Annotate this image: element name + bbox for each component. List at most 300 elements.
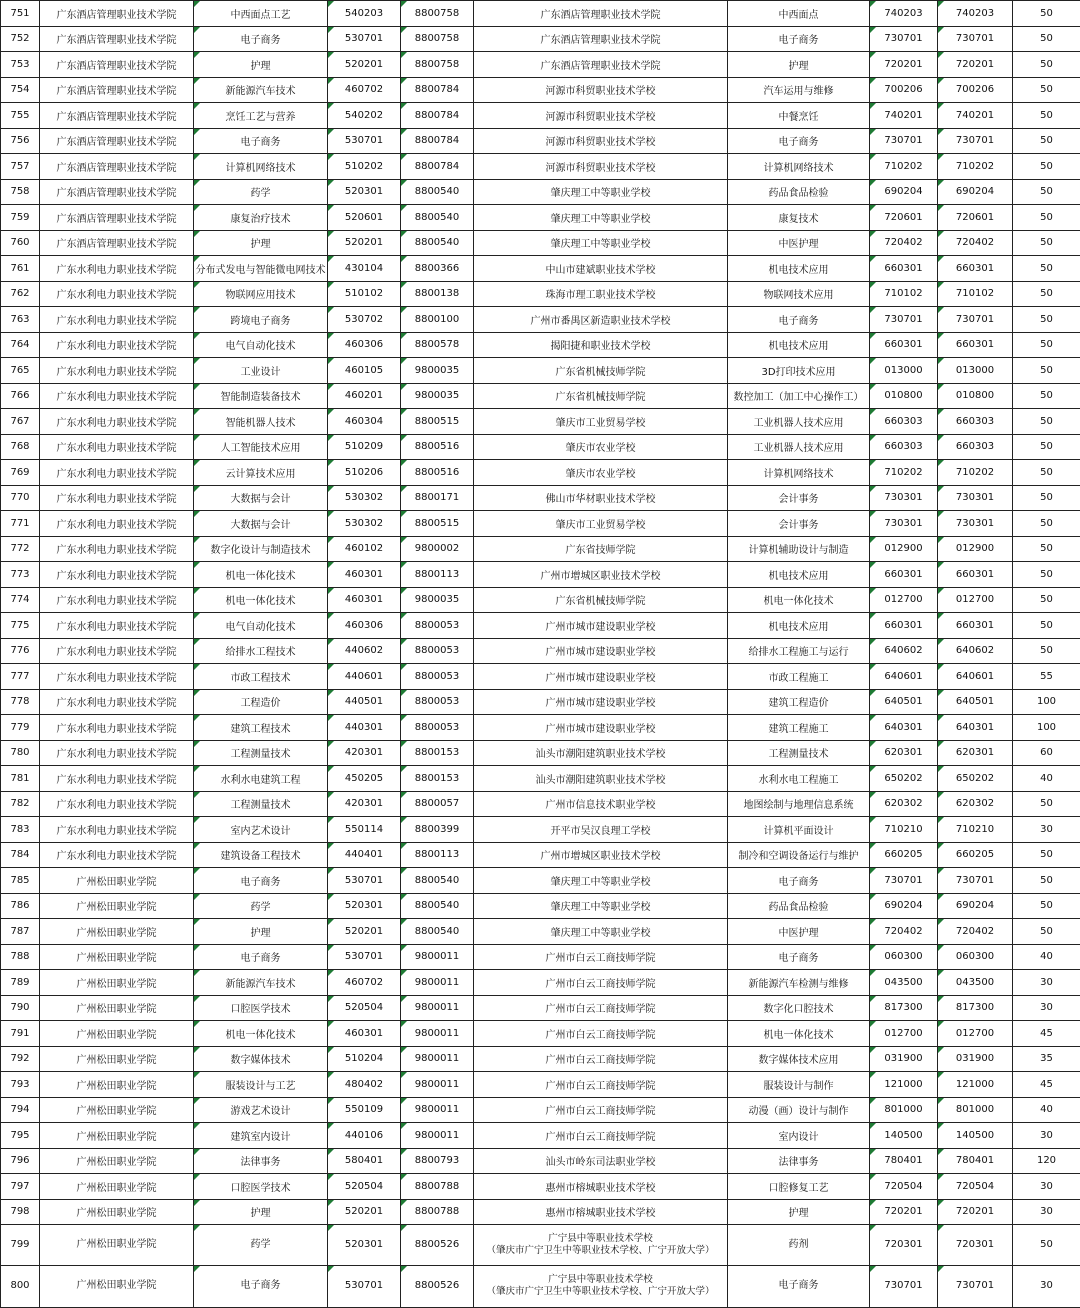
- cell-higher-major: 烹饪工艺与营养: [194, 103, 328, 129]
- cell-row-number: 761: [1, 256, 40, 282]
- cell-school-code: 8800526: [401, 1225, 474, 1266]
- cell-plan-count: 50: [1013, 562, 1080, 588]
- cell-row-number: 769: [1, 460, 40, 486]
- cell-higher-major: 数字媒体技术: [194, 1046, 328, 1072]
- table-row: [1, 715, 1080, 741]
- cell-row-number: 791: [1, 1021, 40, 1047]
- cell-higher-college: 广东酒店管理职业技术学院: [40, 26, 194, 52]
- cell-higher-college: 广州松田职业学院: [40, 1021, 194, 1047]
- cell-secondary-school: 中山市建斌职业技术学校: [474, 256, 728, 282]
- cell-row-number: 762: [1, 281, 40, 307]
- cell-school-code: 8800153: [401, 766, 474, 792]
- cell-row-number: 763: [1, 307, 40, 333]
- cell-plan-count: 45: [1013, 1072, 1080, 1098]
- cell-secondary-major: 机电技术应用: [728, 256, 870, 282]
- cell-secondary-school: 汕头市岭东司法职业学校: [474, 1148, 728, 1174]
- cell-row-number: 793: [1, 1072, 40, 1098]
- cell-school-code: 8800516: [401, 434, 474, 460]
- cell-secondary-school: 广州市白云工商技师学院: [474, 944, 728, 970]
- cell-plan-count: 50: [1013, 281, 1080, 307]
- cell-higher-major-code: 510204: [328, 1046, 401, 1072]
- cell-row-number: 766: [1, 383, 40, 409]
- cell-row-number: 760: [1, 230, 40, 256]
- cell-secondary-major: 计算机网络技术: [728, 154, 870, 180]
- cell-secondary-school: 肇庆市工业贸易学校: [474, 511, 728, 537]
- table-row: [1, 1, 1080, 27]
- cell-school-code: 9800035: [401, 358, 474, 384]
- cell-school-code: 8800057: [401, 791, 474, 817]
- cell-row-number: 786: [1, 893, 40, 919]
- cell-secondary-major-code-a: 720301: [870, 1225, 938, 1266]
- cell-secondary-major-code-a: 730701: [870, 307, 938, 333]
- cell-secondary-school: 广州市白云工商技师学院: [474, 970, 728, 996]
- cell-secondary-major: 工程测量技术: [728, 740, 870, 766]
- cell-secondary-major-code-b: 730701: [938, 26, 1013, 52]
- table-row: [1, 562, 1080, 588]
- table-row: [1, 919, 1080, 945]
- cell-higher-major: 智能制造装备技术: [194, 383, 328, 409]
- cell-secondary-school: 广州市白云工商技师学院: [474, 1097, 728, 1123]
- cell-school-code: 8800540: [401, 893, 474, 919]
- cell-school-code: 8800053: [401, 664, 474, 690]
- cell-secondary-major-code-a: 780401: [870, 1148, 938, 1174]
- table-row: [1, 1021, 1080, 1047]
- cell-secondary-major: 数字化口腔技术: [728, 995, 870, 1021]
- cell-higher-college: 广东水利电力职业技术学院: [40, 664, 194, 690]
- cell-plan-count: 50: [1013, 434, 1080, 460]
- cell-secondary-major: 工业机器人技术应用: [728, 434, 870, 460]
- secondary-school-note: （肇庆市广宁卫生中等职业技术学校、广宁开放大学）: [474, 1286, 727, 1298]
- table-row: [1, 868, 1080, 894]
- cell-higher-college: 广东酒店管理职业技术学院: [40, 154, 194, 180]
- table-row: [1, 791, 1080, 817]
- cell-higher-college: 广东水利电力职业技术学院: [40, 281, 194, 307]
- cell-secondary-major-code-a: 012700: [870, 1021, 938, 1047]
- cell-plan-count: 50: [1013, 205, 1080, 231]
- cell-secondary-school: [474, 1265, 728, 1307]
- cell-plan-count: 50: [1013, 179, 1080, 205]
- cell-secondary-major: 数控加工（加工中心操作工）: [728, 383, 870, 409]
- cell-higher-major: 分布式发电与智能微电网技术: [194, 256, 328, 282]
- cell-higher-major: 药学: [194, 893, 328, 919]
- cell-secondary-school: 广东酒店管理职业技术学院: [474, 52, 728, 78]
- cell-higher-major: 大数据与会计: [194, 511, 328, 537]
- cell-secondary-major-code-a: 720504: [870, 1174, 938, 1200]
- cell-higher-major-code: 460304: [328, 409, 401, 435]
- cell-higher-major-code: 440602: [328, 638, 401, 664]
- cell-secondary-major-code-a: 640602: [870, 638, 938, 664]
- table-body: [1, 1, 1080, 1308]
- cell-higher-major-code: 440601: [328, 664, 401, 690]
- cell-plan-count: 50: [1013, 230, 1080, 256]
- cell-higher-college: 广东酒店管理职业技术学院: [40, 230, 194, 256]
- cell-plan-count: 30: [1013, 970, 1080, 996]
- cell-higher-college: 广东水利电力职业技术学院: [40, 511, 194, 537]
- cell-plan-count: 100: [1013, 689, 1080, 715]
- cell-school-code: 9800035: [401, 383, 474, 409]
- cell-higher-major: 室内艺术设计: [194, 817, 328, 843]
- cell-secondary-school: 广东酒店管理职业技术学院: [474, 1, 728, 27]
- cell-row-number: 794: [1, 1097, 40, 1123]
- cell-school-code: 9800011: [401, 1021, 474, 1047]
- cell-row-number: 799: [1, 1225, 40, 1266]
- cell-secondary-major-code-a: 640301: [870, 715, 938, 741]
- table-row: [1, 817, 1080, 843]
- cell-higher-major: 电子商务: [194, 1265, 328, 1307]
- cell-higher-major-code: 530302: [328, 485, 401, 511]
- cell-plan-count: 50: [1013, 307, 1080, 333]
- cell-higher-major-code: 510102: [328, 281, 401, 307]
- cell-higher-major-code: 430104: [328, 256, 401, 282]
- cell-row-number: 782: [1, 791, 40, 817]
- cell-plan-count: 50: [1013, 868, 1080, 894]
- cell-higher-college: 广州松田职业学院: [40, 1097, 194, 1123]
- cell-secondary-major-code-a: 012900: [870, 536, 938, 562]
- cell-secondary-major: 数字媒体技术应用: [728, 1046, 870, 1072]
- cell-plan-count: 50: [1013, 638, 1080, 664]
- cell-higher-major: 机电一体化技术: [194, 562, 328, 588]
- cell-school-code: 8800793: [401, 1148, 474, 1174]
- cell-school-code: 8800100: [401, 307, 474, 333]
- table-row: [1, 1097, 1080, 1123]
- cell-secondary-major-code-b: 720601: [938, 205, 1013, 231]
- cell-secondary-major-code-b: 730301: [938, 511, 1013, 537]
- cell-higher-major-code: 440301: [328, 715, 401, 741]
- cell-higher-major-code: 460306: [328, 332, 401, 358]
- cell-secondary-major-code-b: 650202: [938, 766, 1013, 792]
- cell-higher-major: 物联网应用技术: [194, 281, 328, 307]
- cell-secondary-major-code-a: 730301: [870, 485, 938, 511]
- cell-secondary-major-code-b: 640601: [938, 664, 1013, 690]
- cell-school-code: 9800035: [401, 587, 474, 613]
- cell-secondary-major: 药品食品检验: [728, 179, 870, 205]
- table-row: [1, 587, 1080, 613]
- cell-secondary-major-code-b: 720402: [938, 919, 1013, 945]
- cell-higher-college: 广东水利电力职业技术学院: [40, 587, 194, 613]
- table-row: [1, 460, 1080, 486]
- cell-higher-college: 广州松田职业学院: [40, 1199, 194, 1225]
- table-row: [1, 307, 1080, 333]
- cell-higher-major-code: 460702: [328, 77, 401, 103]
- table-row: [1, 52, 1080, 78]
- cell-school-code: 8800113: [401, 562, 474, 588]
- cell-school-code: 9800011: [401, 1072, 474, 1098]
- table-row: [1, 332, 1080, 358]
- cell-plan-count: 50: [1013, 791, 1080, 817]
- cell-secondary-major-code-b: 660301: [938, 562, 1013, 588]
- table-row: [1, 1148, 1080, 1174]
- secondary-school-line: 广宁县中等职业技术学校: [474, 1274, 727, 1286]
- cell-higher-college: 广东水利电力职业技术学院: [40, 766, 194, 792]
- cell-higher-college: 广州松田职业学院: [40, 1123, 194, 1149]
- cell-secondary-major-code-a: 660301: [870, 256, 938, 282]
- cell-row-number: 787: [1, 919, 40, 945]
- cell-secondary-major: 电子商务: [728, 944, 870, 970]
- table-row: [1, 511, 1080, 537]
- cell-secondary-major-code-a: 700206: [870, 77, 938, 103]
- cell-secondary-school: 广东省机械技师学院: [474, 383, 728, 409]
- cell-higher-major: 工程测量技术: [194, 740, 328, 766]
- table-row: [1, 689, 1080, 715]
- cell-plan-count: 50: [1013, 919, 1080, 945]
- cell-secondary-major-code-b: 720201: [938, 52, 1013, 78]
- cell-school-code: 8800758: [401, 1, 474, 27]
- cell-secondary-major-code-b: 140500: [938, 1123, 1013, 1149]
- cell-secondary-school: 佛山市华材职业技术学校: [474, 485, 728, 511]
- cell-higher-college: 广东水利电力职业技术学院: [40, 332, 194, 358]
- cell-higher-major-code: 420301: [328, 791, 401, 817]
- cell-plan-count: 50: [1013, 893, 1080, 919]
- cell-secondary-major-code-b: 013000: [938, 358, 1013, 384]
- cell-secondary-major-code-b: 817300: [938, 995, 1013, 1021]
- cell-secondary-major: 动漫（画）设计与制作: [728, 1097, 870, 1123]
- table-row: [1, 281, 1080, 307]
- cell-secondary-major-code-b: 620301: [938, 740, 1013, 766]
- cell-higher-college: 广州松田职业学院: [40, 919, 194, 945]
- cell-secondary-major-code-a: 740201: [870, 103, 938, 129]
- cell-higher-college: 广东水利电力职业技术学院: [40, 256, 194, 282]
- cell-school-code: 8800053: [401, 613, 474, 639]
- cell-plan-count: 35: [1013, 1046, 1080, 1072]
- cell-secondary-major-code-b: 660303: [938, 409, 1013, 435]
- cell-school-code: 9800011: [401, 1046, 474, 1072]
- cell-plan-count: 50: [1013, 842, 1080, 868]
- cell-plan-count: 50: [1013, 1, 1080, 27]
- table-row: [1, 740, 1080, 766]
- cell-higher-major-code: 520201: [328, 1199, 401, 1225]
- cell-secondary-major: 药品食品检验: [728, 893, 870, 919]
- cell-secondary-major-code-b: 690204: [938, 893, 1013, 919]
- cell-secondary-school: 广东省机械技师学院: [474, 587, 728, 613]
- cell-school-code: 8800540: [401, 205, 474, 231]
- cell-school-code: 9800002: [401, 536, 474, 562]
- table-row: [1, 1046, 1080, 1072]
- cell-higher-major: 工程造价: [194, 689, 328, 715]
- cell-row-number: 790: [1, 995, 40, 1021]
- cell-secondary-major-code-b: 010800: [938, 383, 1013, 409]
- cell-secondary-school: 广州市城市建设职业学校: [474, 613, 728, 639]
- cell-plan-count: 45: [1013, 1021, 1080, 1047]
- cell-higher-college: 广东酒店管理职业技术学院: [40, 205, 194, 231]
- cell-secondary-major-code-b: 121000: [938, 1072, 1013, 1098]
- cell-secondary-major-code-a: 720201: [870, 1199, 938, 1225]
- cell-row-number: 777: [1, 664, 40, 690]
- cell-secondary-school: 河源市科贸职业技术学校: [474, 154, 728, 180]
- cell-secondary-school: 广州市城市建设职业学校: [474, 689, 728, 715]
- cell-higher-major-code: 440106: [328, 1123, 401, 1149]
- table-row: [1, 842, 1080, 868]
- cell-school-code: 8800516: [401, 460, 474, 486]
- table-row: [1, 103, 1080, 129]
- cell-secondary-major: 机电技术应用: [728, 332, 870, 358]
- cell-secondary-school: 揭阳捷和职业技术学校: [474, 332, 728, 358]
- cell-secondary-major-code-b: 730701: [938, 307, 1013, 333]
- table-row: [1, 1265, 1080, 1307]
- table-row: [1, 613, 1080, 639]
- cell-higher-major: 护理: [194, 52, 328, 78]
- cell-higher-college: 广东水利电力职业技术学院: [40, 715, 194, 741]
- cell-secondary-major: 机电技术应用: [728, 562, 870, 588]
- cell-plan-count: 50: [1013, 103, 1080, 129]
- cell-higher-major: 建筑室内设计: [194, 1123, 328, 1149]
- cell-higher-major-code: 460301: [328, 562, 401, 588]
- cell-higher-major-code: 510209: [328, 434, 401, 460]
- cell-secondary-major: 机电一体化技术: [728, 587, 870, 613]
- cell-row-number: 792: [1, 1046, 40, 1072]
- cell-secondary-major-code-a: 710202: [870, 154, 938, 180]
- cell-school-code: 8800788: [401, 1174, 474, 1200]
- cell-row-number: 772: [1, 536, 40, 562]
- cell-row-number: 752: [1, 26, 40, 52]
- cell-school-code: 8800540: [401, 868, 474, 894]
- cell-secondary-school: [474, 1225, 728, 1266]
- cell-secondary-school: 河源市科贸职业技术学校: [474, 128, 728, 154]
- cell-secondary-major-code-a: 620301: [870, 740, 938, 766]
- cell-higher-major: 跨境电子商务: [194, 307, 328, 333]
- cell-plan-count: 50: [1013, 1225, 1080, 1266]
- cell-school-code: 8800053: [401, 638, 474, 664]
- cell-secondary-major: 建筑工程造价: [728, 689, 870, 715]
- cell-secondary-major: 地图绘制与地理信息系统: [728, 791, 870, 817]
- cell-higher-college: 广东水利电力职业技术学院: [40, 562, 194, 588]
- cell-secondary-major-code-b: 730701: [938, 1265, 1013, 1307]
- cell-higher-major-code: 530701: [328, 868, 401, 894]
- cell-higher-major: 人工智能技术应用: [194, 434, 328, 460]
- cell-school-code: 8800515: [401, 409, 474, 435]
- cell-row-number: 756: [1, 128, 40, 154]
- cell-higher-major-code: 520504: [328, 1174, 401, 1200]
- cell-row-number: 751: [1, 1, 40, 27]
- cell-secondary-major-code-b: 012700: [938, 1021, 1013, 1047]
- table-row: [1, 485, 1080, 511]
- cell-secondary-major: 给排水工程施工与运行: [728, 638, 870, 664]
- cell-secondary-school: 广州市白云工商技师学院: [474, 1072, 728, 1098]
- cell-secondary-major: 会计事务: [728, 485, 870, 511]
- cell-row-number: 764: [1, 332, 40, 358]
- cell-secondary-major-code-b: 620302: [938, 791, 1013, 817]
- table-row: [1, 434, 1080, 460]
- cell-plan-count: 30: [1013, 995, 1080, 1021]
- cell-higher-major-code: 460306: [328, 613, 401, 639]
- cell-higher-major-code: 540203: [328, 1, 401, 27]
- cell-plan-count: 120: [1013, 1148, 1080, 1174]
- cell-plan-count: 50: [1013, 511, 1080, 537]
- cell-secondary-major-code-b: 720301: [938, 1225, 1013, 1266]
- cell-plan-count: 50: [1013, 77, 1080, 103]
- cell-secondary-major-code-a: 730701: [870, 868, 938, 894]
- cell-secondary-school: 肇庆理工中等职业学校: [474, 919, 728, 945]
- cell-higher-major-code: 530701: [328, 944, 401, 970]
- cell-secondary-major: 计算机平面设计: [728, 817, 870, 843]
- cell-secondary-major: 电子商务: [728, 868, 870, 894]
- cell-row-number: 758: [1, 179, 40, 205]
- cell-higher-major-code: 460105: [328, 358, 401, 384]
- cell-secondary-school: 广州市白云工商技师学院: [474, 995, 728, 1021]
- cell-higher-college: 广东水利电力职业技术学院: [40, 613, 194, 639]
- cell-secondary-major: 市政工程施工: [728, 664, 870, 690]
- cell-school-code: 8800138: [401, 281, 474, 307]
- cell-row-number: 755: [1, 103, 40, 129]
- cell-plan-count: 50: [1013, 460, 1080, 486]
- cell-secondary-major-code-a: 640601: [870, 664, 938, 690]
- cell-secondary-major: 室内设计: [728, 1123, 870, 1149]
- cell-plan-count: 50: [1013, 332, 1080, 358]
- cell-row-number: 795: [1, 1123, 40, 1149]
- cell-school-code: 8800784: [401, 77, 474, 103]
- cell-secondary-school: 珠海市理工职业技术学校: [474, 281, 728, 307]
- cell-secondary-school: 广州市白云工商技师学院: [474, 1021, 728, 1047]
- table-row: [1, 205, 1080, 231]
- cell-secondary-major: 机电一体化技术: [728, 1021, 870, 1047]
- cell-higher-college: 广东水利电力职业技术学院: [40, 638, 194, 664]
- cell-school-code: 9800011: [401, 1123, 474, 1149]
- cell-higher-college: 广东酒店管理职业技术学院: [40, 103, 194, 129]
- cell-higher-major: 新能源汽车技术: [194, 970, 328, 996]
- cell-plan-count: 30: [1013, 1199, 1080, 1225]
- cell-school-code: 8800515: [401, 511, 474, 537]
- cell-secondary-major-code-b: 780401: [938, 1148, 1013, 1174]
- cell-higher-major: 电气自动化技术: [194, 332, 328, 358]
- cell-higher-major-code: 460301: [328, 1021, 401, 1047]
- cell-higher-major: 护理: [194, 919, 328, 945]
- cell-row-number: 796: [1, 1148, 40, 1174]
- cell-plan-count: 50: [1013, 52, 1080, 78]
- cell-secondary-major-code-a: 013000: [870, 358, 938, 384]
- cell-higher-college: 广州松田职业学院: [40, 1265, 194, 1307]
- cell-secondary-major-code-b: 710210: [938, 817, 1013, 843]
- cell-higher-college: 广东水利电力职业技术学院: [40, 791, 194, 817]
- cell-secondary-major-code-a: 801000: [870, 1097, 938, 1123]
- table-row: [1, 664, 1080, 690]
- cell-higher-college: 广州松田职业学院: [40, 868, 194, 894]
- cell-secondary-major-code-a: 010800: [870, 383, 938, 409]
- cell-secondary-major-code-b: 801000: [938, 1097, 1013, 1123]
- cell-secondary-school: 肇庆理工中等职业学校: [474, 179, 728, 205]
- cell-row-number: 757: [1, 154, 40, 180]
- cell-higher-major: 机电一体化技术: [194, 1021, 328, 1047]
- cell-row-number: 783: [1, 817, 40, 843]
- cell-secondary-major-code-a: 660301: [870, 613, 938, 639]
- cell-secondary-major: 计算机辅助设计与制造: [728, 536, 870, 562]
- cell-higher-college: 广东酒店管理职业技术学院: [40, 128, 194, 154]
- cell-secondary-major-code-a: 012700: [870, 587, 938, 613]
- cell-secondary-major-code-b: 710102: [938, 281, 1013, 307]
- cell-school-code: 8800366: [401, 256, 474, 282]
- cell-secondary-major-code-b: 640602: [938, 638, 1013, 664]
- cell-secondary-major-code-a: 690204: [870, 893, 938, 919]
- cell-secondary-major-code-b: 700206: [938, 77, 1013, 103]
- cell-school-code: 8800758: [401, 52, 474, 78]
- cell-school-code: 8800526: [401, 1265, 474, 1307]
- cell-secondary-school: 肇庆理工中等职业学校: [474, 230, 728, 256]
- cell-higher-major-code: 530701: [328, 1265, 401, 1307]
- secondary-school-line: 广宁县中等职业技术学校: [474, 1233, 727, 1245]
- cell-secondary-major: 中餐烹饪: [728, 103, 870, 129]
- table-row: [1, 1123, 1080, 1149]
- cell-secondary-major-code-a: 730301: [870, 511, 938, 537]
- cell-higher-college: 广东酒店管理职业技术学院: [40, 179, 194, 205]
- cell-row-number: 779: [1, 715, 40, 741]
- cell-row-number: 785: [1, 868, 40, 894]
- cell-secondary-major-code-b: 660301: [938, 332, 1013, 358]
- table-row: [1, 1174, 1080, 1200]
- cell-school-code: 8800784: [401, 154, 474, 180]
- cell-secondary-major: 工业机器人技术应用: [728, 409, 870, 435]
- cell-higher-major-code: 460702: [328, 970, 401, 996]
- table-row: [1, 766, 1080, 792]
- cell-secondary-school: 河源市科贸职业技术学校: [474, 103, 728, 129]
- cell-plan-count: 55: [1013, 664, 1080, 690]
